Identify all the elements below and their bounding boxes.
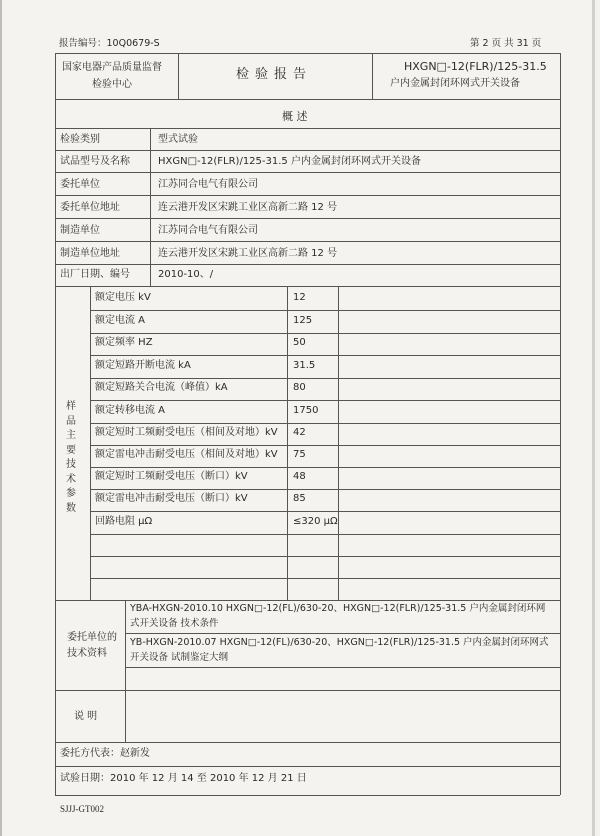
param-row-border: [90, 556, 560, 557]
tech-doc-2-line1: YB-HXGN-2010.07 HXGN□-12(FL)/630-20、HXGN□-12(FLR)/125-31.5 户内金属封闭环网式: [130, 637, 549, 648]
scan-edge-left: [0, 0, 2, 836]
info-value: 连云港开发区宋跳工业区高新二路 12 号: [158, 202, 338, 213]
report-number: 报告编号：10Q0679-S: [59, 38, 160, 49]
param-name: 额定短时工频耐受电压（相间及对地）kV: [95, 427, 278, 438]
tech-docs-bottom-border: [55, 690, 560, 691]
param-value: ≤320 μΩ: [293, 516, 338, 527]
param-name: 额定短路关合电流（峰值）kA: [95, 382, 228, 393]
remarks-label: 说 明: [74, 711, 98, 722]
info-value: 2010-10、/: [158, 269, 214, 280]
param-row-border: [90, 467, 560, 468]
docs-col-divider: [125, 600, 126, 742]
header-divider-1: [178, 53, 179, 99]
table-right-border: [560, 53, 561, 795]
info-value: 江苏同合电气有限公司: [158, 225, 258, 236]
param-row-border: [90, 578, 560, 579]
row-border: [55, 286, 560, 287]
client-rep-border: [55, 766, 560, 767]
report-title: 检验报告: [236, 67, 313, 82]
param-name: 额定短时工频耐受电压（断口）kV: [95, 471, 248, 482]
param-name: 额定短路开断电流 kA: [95, 360, 191, 371]
tech-doc-1-line1: YBA-HXGN-2010.10 HXGN□-12(FL)/630-20、HXGN□-12(FLR)/125-31.5 户内金属封闭环网: [130, 603, 546, 614]
param-value: 80: [293, 382, 306, 393]
param-row-border: [90, 378, 560, 379]
info-value: 型式试验: [158, 134, 198, 145]
section-title-border: [55, 128, 560, 129]
tech-doc-border: [125, 667, 560, 668]
row-border: [55, 241, 560, 242]
param-row-border: [90, 333, 560, 334]
param-value: 1750: [293, 405, 319, 416]
info-value: 江苏同合电气有限公司: [158, 179, 258, 190]
params-bottom-border: [55, 600, 560, 601]
info-label: 制造单位地址: [60, 248, 120, 259]
param-value: 75: [293, 449, 306, 460]
section-title: 概 述: [282, 110, 308, 123]
tech-doc-2-line2: 开关设备 试制鉴定大纲: [130, 652, 229, 663]
info-label: 制造单位: [60, 225, 100, 236]
test-date: 试验日期：2010 年 12 月 14 至 2010 年 12 月 21 日: [60, 773, 307, 784]
tech-doc-border: [125, 633, 560, 634]
org-name-line1: 国家电器产品质量监督: [62, 62, 162, 73]
param-name: 额定电压 kV: [95, 292, 151, 303]
param-row-border: [90, 423, 560, 424]
header-divider-2: [372, 53, 373, 99]
row-border: [55, 218, 560, 219]
param-name: 额定雷电冲击耐受电压（断口）kV: [95, 493, 248, 504]
param-value: 42: [293, 427, 306, 438]
param-value: 125: [293, 315, 313, 326]
info-value: HXGN□-12(FLR)/125-31.5 户内金属封闭环网式开关设备: [158, 156, 421, 167]
product-name: 户内金属封闭环网式开关设备: [390, 78, 520, 89]
info-col-divider: [150, 128, 151, 286]
param-value: 12: [293, 292, 306, 303]
tech-docs-label-line2: 技术资料: [67, 648, 107, 659]
client-representative: 委托方代表：赵新发: [60, 748, 150, 759]
table-bottom-border: [55, 795, 560, 796]
param-row-border: [90, 355, 560, 356]
param-row-border: [90, 511, 560, 512]
org-name-line2: 检验中心: [92, 79, 132, 90]
info-label: 委托单位地址: [60, 202, 120, 213]
header-top-border: [55, 53, 560, 54]
param-name: 额定电流 A: [95, 315, 146, 326]
param-name: 额定转移电流 A: [95, 405, 166, 416]
header-bottom-border: [55, 99, 560, 100]
param-name: 额定频率 HZ: [95, 337, 153, 348]
table-left-border: [55, 53, 56, 795]
param-row-border: [90, 310, 560, 311]
param-row-border: [90, 400, 560, 401]
form-code: SJJJ-GT002: [60, 804, 105, 814]
product-model: HXGN□-12(FLR)/125-31.5: [404, 60, 547, 73]
param-value: 50: [293, 337, 306, 348]
info-label: 试品型号及名称: [60, 156, 130, 167]
row-border: [55, 150, 560, 151]
info-label: 委托单位: [60, 179, 100, 190]
param-value: 85: [293, 493, 306, 504]
row-border: [55, 172, 560, 173]
tech-docs-label-line1: 委托单位的: [67, 632, 117, 643]
remarks-bottom-border: [55, 742, 560, 743]
page-info: 第 2 页 共 31 页: [470, 38, 542, 49]
info-label: 出厂日期、编号: [60, 269, 130, 280]
param-name: 回路电阻 μΩ: [95, 516, 153, 527]
param-row-border: [90, 489, 560, 490]
params-section-label: 样品主要技术参数: [66, 401, 76, 514]
param-row-border: [90, 534, 560, 535]
scan-edge-right: [592, 0, 595, 836]
row-border: [55, 195, 560, 196]
info-value: 连云港开发区宋跳工业区高新二路 12 号: [158, 248, 338, 259]
param-value: 31.5: [293, 360, 316, 371]
info-label: 检验类别: [60, 134, 100, 145]
param-name: 额定雷电冲击耐受电压（相间及对地）kV: [95, 449, 278, 460]
tech-doc-1-line2: 式开关设备 技术条件: [130, 618, 219, 629]
param-row-border: [90, 445, 560, 446]
row-border: [55, 264, 560, 265]
param-value: 48: [293, 471, 306, 482]
